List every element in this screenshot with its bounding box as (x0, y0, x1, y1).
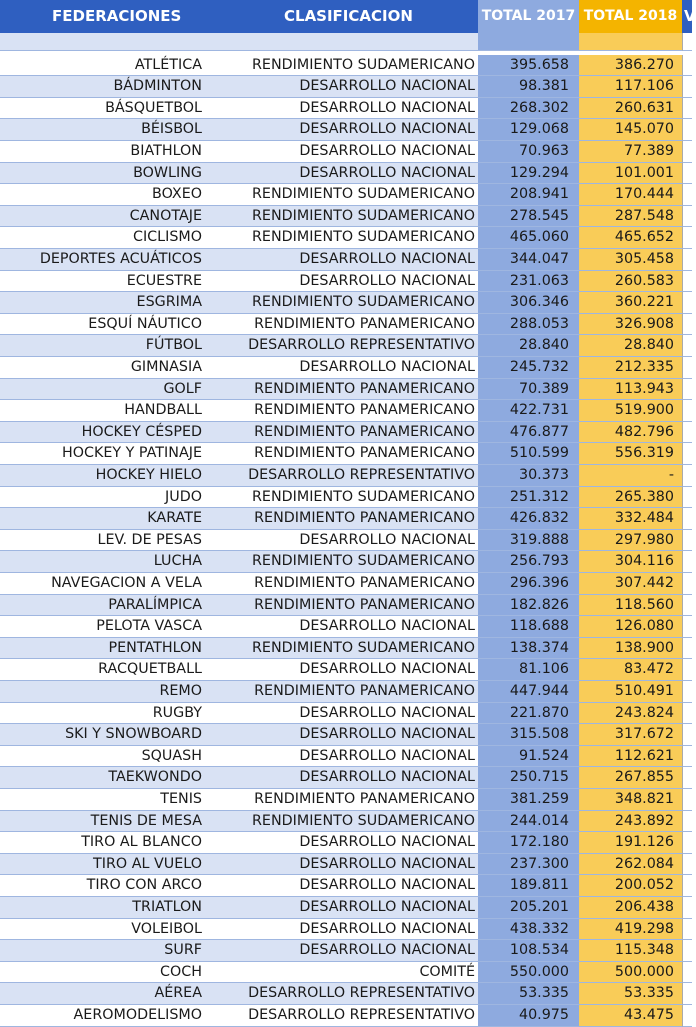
cell-total-2018[interactable]: 510.491 (579, 681, 682, 703)
cell-federacion[interactable]: PENTATHLON (0, 638, 206, 660)
cell-federacion[interactable]: NAVEGACION A VELA (0, 573, 206, 595)
table-row (0, 530, 692, 552)
cell-next-column[interactable] (682, 55, 692, 77)
cell-clasificacion[interactable]: DESARROLLO REPRESENTATIVO (206, 983, 478, 1005)
table-row (0, 573, 692, 595)
cell-federacion[interactable]: REMO (0, 681, 206, 703)
cell-total-2018[interactable] (579, 33, 682, 51)
cell-federacion[interactable]: BÁSQUETBOL (0, 98, 206, 120)
table-row (0, 854, 692, 876)
cell-total-2017[interactable]: 550.000 (478, 962, 579, 984)
table-row (0, 897, 692, 919)
cell-total-2018[interactable]: 305.458 (579, 249, 682, 271)
cell-next-column[interactable] (682, 659, 692, 681)
cell-federacion[interactable]: RACQUETBALL (0, 659, 206, 681)
cell-federacion[interactable]: CICLISMO (0, 227, 206, 249)
cell-next-column[interactable] (682, 271, 692, 293)
cell-clasificacion[interactable]: RENDIMIENTO SUDAMERICANO (206, 638, 478, 660)
cell-federacion[interactable]: BOXEO (0, 184, 206, 206)
cell-total-2017[interactable]: 319.888 (478, 530, 579, 552)
cell-total-2018[interactable]: 297.980 (579, 530, 682, 552)
cell-next-column[interactable] (682, 292, 692, 314)
cell-federacion[interactable]: TAEKWONDO (0, 767, 206, 789)
table-row (0, 163, 692, 185)
cell-total-2017[interactable]: 221.870 (478, 703, 579, 725)
cell-next-column[interactable] (682, 681, 692, 703)
cell-next-column[interactable] (682, 789, 692, 811)
cell-next-column[interactable] (682, 962, 692, 984)
cell-total-2017[interactable]: 91.524 (478, 746, 579, 768)
cell-clasificacion[interactable]: RENDIMIENTO PANAMERICANO (206, 314, 478, 336)
cell-total-2018[interactable]: 556.319 (579, 443, 682, 465)
cell-federacion[interactable]: TIRO AL BLANCO (0, 832, 206, 854)
cell-clasificacion[interactable]: DESARROLLO NACIONAL (206, 357, 478, 379)
cell-next-column[interactable] (682, 119, 692, 141)
cell-total-2017[interactable]: 28.840 (478, 335, 579, 357)
cell-federacion[interactable]: SKI Y SNOWBOARD (0, 724, 206, 746)
cell-total-2018[interactable]: 260.631 (579, 98, 682, 120)
cell-next-column[interactable] (682, 1005, 692, 1027)
cell-federacion[interactable]: HANDBALL (0, 400, 206, 422)
cell-clasificacion[interactable]: DESARROLLO REPRESENTATIVO (206, 1005, 478, 1027)
table-row (0, 746, 692, 768)
table-row (0, 703, 692, 725)
cell-next-column[interactable] (682, 767, 692, 789)
cell-federacion[interactable]: PELOTA VASCA (0, 616, 206, 638)
cell-clasificacion[interactable]: RENDIMIENTO PANAMERICANO (206, 400, 478, 422)
cell-total-2017[interactable]: 251.312 (478, 487, 579, 509)
table-row (0, 379, 692, 401)
cell-clasificacion[interactable]: COMITÉ (206, 962, 478, 984)
table-row (0, 119, 692, 141)
cell-total-2018[interactable]: 500.000 (579, 962, 682, 984)
cell-total-2017[interactable]: 381.259 (478, 789, 579, 811)
cell-total-2018[interactable]: 77.389 (579, 141, 682, 163)
table-row (0, 357, 692, 379)
cell-total-2018[interactable]: 200.052 (579, 875, 682, 897)
cell-total-2017[interactable]: 426.832 (478, 508, 579, 530)
cell-total-2017[interactable]: 231.063 (478, 271, 579, 293)
cell-next-column[interactable] (682, 227, 692, 249)
cell-next-column[interactable] (682, 746, 692, 768)
cell-total-2018[interactable]: 145.070 (579, 119, 682, 141)
table-row (0, 206, 692, 228)
cell-total-2018[interactable]: 191.126 (579, 832, 682, 854)
cell-total-2017[interactable]: 205.201 (478, 897, 579, 919)
cell-next-column[interactable] (682, 465, 692, 487)
cell-federacion[interactable]: ESQUÍ NÁUTICO (0, 314, 206, 336)
cell-clasificacion[interactable]: RENDIMIENTO SUDAMERICANO (206, 227, 478, 249)
table-row (0, 465, 692, 487)
table-row (0, 962, 692, 984)
cell-next-column[interactable] (682, 76, 692, 98)
cell-total-2017[interactable]: 256.793 (478, 551, 579, 573)
table-row (0, 335, 692, 357)
cell-clasificacion[interactable]: DESARROLLO NACIONAL (206, 854, 478, 876)
cell-total-2017[interactable]: 447.944 (478, 681, 579, 703)
cell-federacion[interactable]: ATLÉTICA (0, 55, 206, 77)
table-row (0, 141, 692, 163)
cell-total-2017[interactable]: 30.373 (478, 465, 579, 487)
cell-next-column[interactable] (682, 314, 692, 336)
table-row (0, 227, 692, 249)
cell-clasificacion[interactable]: DESARROLLO NACIONAL (206, 832, 478, 854)
cell-clasificacion[interactable]: DESARROLLO NACIONAL (206, 119, 478, 141)
cell-total-2017[interactable]: 129.068 (478, 119, 579, 141)
cell-federacion[interactable]: HOCKEY Y PATINAJE (0, 443, 206, 465)
cell-federacion[interactable]: TIRO AL VUELO (0, 854, 206, 876)
cell-federacion[interactable]: GOLF (0, 379, 206, 401)
cell-total-2017[interactable]: 237.300 (478, 854, 579, 876)
table-row (0, 184, 692, 206)
table-row (0, 983, 692, 1005)
cell-clasificacion[interactable]: RENDIMIENTO SUDAMERICANO (206, 551, 478, 573)
cell-clasificacion[interactable]: DESARROLLO NACIONAL (206, 659, 478, 681)
cell-clasificacion[interactable]: RENDIMIENTO SUDAMERICANO (206, 292, 478, 314)
cell-total-2017[interactable]: 288.053 (478, 314, 579, 336)
cell-total-2018[interactable]: 307.442 (579, 573, 682, 595)
cell-total-2018[interactable]: 386.270 (579, 55, 682, 77)
cell-next-column[interactable] (682, 595, 692, 617)
cell-next-column[interactable] (682, 400, 692, 422)
cell-total-2018[interactable]: 118.560 (579, 595, 682, 617)
cell-federacion[interactable]: TENIS DE MESA (0, 811, 206, 833)
cell-federacion[interactable]: COCH (0, 962, 206, 984)
cell-next-column[interactable] (682, 163, 692, 185)
cell-total-2018[interactable]: 138.900 (579, 638, 682, 660)
cell-total-2017[interactable]: 70.963 (478, 141, 579, 163)
cell-total-2017[interactable]: 182.826 (478, 595, 579, 617)
cell-clasificacion[interactable]: DESARROLLO REPRESENTATIVO (206, 465, 478, 487)
cell-clasificacion[interactable]: RENDIMIENTO PANAMERICANO (206, 422, 478, 444)
cell-clasificacion[interactable]: DESARROLLO NACIONAL (206, 141, 478, 163)
table-row (0, 443, 692, 465)
cell-total-2018[interactable]: 360.221 (579, 292, 682, 314)
table-row (0, 595, 692, 617)
cell-federacion[interactable]: AEROMODELISMO (0, 1005, 206, 1027)
table-row (0, 1005, 692, 1027)
cell-clasificacion[interactable]: DESARROLLO NACIONAL (206, 271, 478, 293)
table-row (0, 638, 692, 660)
cell-federacion[interactable]: LUCHA (0, 551, 206, 573)
cell-next-column[interactable] (682, 940, 692, 962)
cell-total-2017[interactable]: 344.047 (478, 249, 579, 271)
table-row (0, 292, 692, 314)
cell-total-2018[interactable]: - (579, 465, 682, 487)
cell-clasificacion[interactable]: RENDIMIENTO SUDAMERICANO (206, 487, 478, 509)
table-row (0, 98, 692, 120)
table-row (0, 400, 692, 422)
cell-federacion[interactable]: BIATHLON (0, 141, 206, 163)
cell-federacion[interactable]: VOLEIBOL (0, 919, 206, 941)
table-row (0, 875, 692, 897)
cell-federacion[interactable]: HOCKEY HIELO (0, 465, 206, 487)
cell-total-2017[interactable]: 244.014 (478, 811, 579, 833)
table-row (0, 724, 692, 746)
cell-federacion[interactable] (0, 33, 206, 51)
cell-total-2017[interactable]: 118.688 (478, 616, 579, 638)
cell-total-2018[interactable]: 101.001 (579, 163, 682, 185)
header-federaciones[interactable]: FEDERACIONES (0, 0, 206, 33)
cell-total-2017[interactable]: 98.381 (478, 76, 579, 98)
cell-clasificacion[interactable]: RENDIMIENTO PANAMERICANO (206, 573, 478, 595)
cell-next-column[interactable] (682, 335, 692, 357)
cell-clasificacion[interactable]: RENDIMIENTO PANAMERICANO (206, 595, 478, 617)
cell-total-2017[interactable]: 172.180 (478, 832, 579, 854)
cell-federacion[interactable]: ECUESTRE (0, 271, 206, 293)
cell-federacion[interactable]: DEPORTES ACUÁTICOS (0, 249, 206, 271)
cell-clasificacion[interactable]: DESARROLLO NACIONAL (206, 897, 478, 919)
cell-total-2017[interactable]: 315.508 (478, 724, 579, 746)
table-row (0, 76, 692, 98)
table-row (0, 551, 692, 573)
cell-clasificacion[interactable]: DESARROLLO NACIONAL (206, 249, 478, 271)
cell-total-2018[interactable]: 113.943 (579, 379, 682, 401)
cell-federacion[interactable]: KARATE (0, 508, 206, 530)
table-row (0, 659, 692, 681)
cell-next-column[interactable] (682, 530, 692, 552)
cell-next-column[interactable] (682, 141, 692, 163)
cell-federacion[interactable]: JUDO (0, 487, 206, 509)
cell-clasificacion[interactable]: RENDIMIENTO SUDAMERICANO (206, 206, 478, 228)
cell-total-2017[interactable]: 250.715 (478, 767, 579, 789)
cell-next-column[interactable] (682, 897, 692, 919)
cell-clasificacion[interactable]: DESARROLLO NACIONAL (206, 767, 478, 789)
cell-next-column[interactable] (682, 33, 692, 51)
cell-total-2018[interactable]: 267.855 (579, 767, 682, 789)
cell-total-2017[interactable] (478, 33, 579, 51)
cell-next-column[interactable] (682, 573, 692, 595)
cell-total-2018[interactable]: 43.475 (579, 1005, 682, 1027)
cell-total-2018[interactable]: 265.380 (579, 487, 682, 509)
cell-federacion[interactable]: AÉREA (0, 983, 206, 1005)
cell-clasificacion[interactable]: RENDIMIENTO PANAMERICANO (206, 789, 478, 811)
cell-total-2018[interactable]: 28.840 (579, 335, 682, 357)
cell-total-2018[interactable]: 170.444 (579, 184, 682, 206)
cell-clasificacion[interactable]: DESARROLLO NACIONAL (206, 703, 478, 725)
cell-total-2018[interactable]: 112.621 (579, 746, 682, 768)
cell-clasificacion[interactable]: RENDIMIENTO SUDAMERICANO (206, 811, 478, 833)
cell-next-column[interactable] (682, 616, 692, 638)
cell-federacion[interactable]: SURF (0, 940, 206, 962)
cell-total-2018[interactable]: 260.583 (579, 271, 682, 293)
table-row (0, 487, 692, 509)
cell-federacion[interactable]: GIMNASIA (0, 357, 206, 379)
table-row (0, 422, 692, 444)
cell-clasificacion[interactable]: DESARROLLO NACIONAL (206, 76, 478, 98)
cell-next-column[interactable] (682, 724, 692, 746)
table-row (0, 811, 692, 833)
cell-total-2017[interactable]: 129.294 (478, 163, 579, 185)
cell-total-2017[interactable]: 465.060 (478, 227, 579, 249)
cell-total-2017[interactable]: 476.877 (478, 422, 579, 444)
cell-next-column[interactable] (682, 983, 692, 1005)
cell-next-column[interactable] (682, 638, 692, 660)
cell-total-2018[interactable]: 304.116 (579, 551, 682, 573)
header-total-2017[interactable]: TOTAL 2017 (478, 0, 579, 33)
cell-next-column[interactable] (682, 184, 692, 206)
cell-next-column[interactable] (682, 98, 692, 120)
cell-total-2018[interactable]: 332.484 (579, 508, 682, 530)
table-row (0, 767, 692, 789)
cell-total-2017[interactable]: 108.534 (478, 940, 579, 962)
cell-next-column[interactable] (682, 508, 692, 530)
cell-next-column[interactable] (682, 206, 692, 228)
table-row (0, 919, 692, 941)
cell-clasificacion[interactable]: DESARROLLO NACIONAL (206, 919, 478, 941)
cell-total-2017[interactable]: 306.346 (478, 292, 579, 314)
cell-clasificacion[interactable]: RENDIMIENTO SUDAMERICANO (206, 55, 478, 77)
cell-clasificacion[interactable]: RENDIMIENTO PANAMERICANO (206, 681, 478, 703)
cell-total-2018[interactable]: 212.335 (579, 357, 682, 379)
cell-total-2018[interactable]: 117.106 (579, 76, 682, 98)
cell-next-column[interactable] (682, 811, 692, 833)
cell-total-2017[interactable]: 510.599 (478, 443, 579, 465)
cell-total-2018[interactable]: 348.821 (579, 789, 682, 811)
table-row (0, 508, 692, 530)
cell-total-2018[interactable]: 243.892 (579, 811, 682, 833)
cell-federacion[interactable]: BÉISBOL (0, 119, 206, 141)
cell-clasificacion[interactable]: DESARROLLO NACIONAL (206, 940, 478, 962)
cell-federacion[interactable]: FÚTBOL (0, 335, 206, 357)
cell-clasificacion[interactable]: DESARROLLO NACIONAL (206, 724, 478, 746)
cell-total-2017[interactable]: 438.332 (478, 919, 579, 941)
cell-total-2018[interactable]: 287.548 (579, 206, 682, 228)
cell-clasificacion[interactable]: RENDIMIENTO SUDAMERICANO (206, 184, 478, 206)
cell-next-column[interactable] (682, 422, 692, 444)
cell-federacion[interactable]: TRIATLON (0, 897, 206, 919)
cell-clasificacion[interactable]: RENDIMIENTO PANAMERICANO (206, 443, 478, 465)
cell-next-column[interactable] (682, 832, 692, 854)
cell-total-2018[interactable]: 419.298 (579, 919, 682, 941)
cell-total-2017[interactable]: 268.302 (478, 98, 579, 120)
cell-total-2018[interactable]: 482.796 (579, 422, 682, 444)
header-clasificacion[interactable]: CLASIFICACION (206, 0, 478, 33)
cell-next-column[interactable] (682, 703, 692, 725)
cell-federacion[interactable]: PARALÍMPICA (0, 595, 206, 617)
cell-next-column[interactable] (682, 249, 692, 271)
cell-federacion[interactable]: BÁDMINTON (0, 76, 206, 98)
cell-clasificacion[interactable]: DESARROLLO NACIONAL (206, 616, 478, 638)
cell-total-2017[interactable]: 53.335 (478, 983, 579, 1005)
cell-clasificacion[interactable]: DESARROLLO NACIONAL (206, 875, 478, 897)
cell-total-2018[interactable]: 326.908 (579, 314, 682, 336)
cell-total-2017[interactable]: 296.396 (478, 573, 579, 595)
cell-total-2017[interactable]: 138.374 (478, 638, 579, 660)
cell-federacion[interactable]: CANOTAJE (0, 206, 206, 228)
cell-total-2018[interactable]: 83.472 (579, 659, 682, 681)
cell-total-2018[interactable]: 243.824 (579, 703, 682, 725)
header-total-2018[interactable]: TOTAL 2018 (579, 0, 682, 33)
cell-total-2018[interactable]: 126.080 (579, 616, 682, 638)
table-row (0, 314, 692, 336)
cell-total-2017[interactable]: 70.389 (478, 379, 579, 401)
cell-clasificacion[interactable]: RENDIMIENTO PANAMERICANO (206, 379, 478, 401)
cell-total-2018[interactable]: 519.900 (579, 400, 682, 422)
table-row (0, 789, 692, 811)
table-row (0, 616, 692, 638)
cell-total-2017[interactable]: 422.731 (478, 400, 579, 422)
header-next-column[interactable]: V (682, 0, 692, 33)
cell-clasificacion[interactable]: DESARROLLO NACIONAL (206, 746, 478, 768)
cell-federacion[interactable]: TIRO CON ARCO (0, 875, 206, 897)
table-row (0, 33, 692, 51)
table-row (0, 940, 692, 962)
cell-clasificacion[interactable] (206, 33, 478, 51)
cell-total-2018[interactable]: 206.438 (579, 897, 682, 919)
table-row (0, 681, 692, 703)
cell-next-column[interactable] (682, 919, 692, 941)
cell-total-2017[interactable]: 245.732 (478, 357, 579, 379)
cell-total-2018[interactable]: 53.335 (579, 983, 682, 1005)
cell-clasificacion[interactable]: DESARROLLO NACIONAL (206, 98, 478, 120)
cell-total-2017[interactable]: 278.545 (478, 206, 579, 228)
cell-next-column[interactable] (682, 854, 692, 876)
table-row (0, 249, 692, 271)
cell-federacion[interactable]: ESGRIMA (0, 292, 206, 314)
cell-federacion[interactable]: RUGBY (0, 703, 206, 725)
cell-next-column[interactable] (682, 487, 692, 509)
cell-next-column[interactable] (682, 551, 692, 573)
cell-next-column[interactable] (682, 443, 692, 465)
cell-federacion[interactable]: BOWLING (0, 163, 206, 185)
cell-total-2017[interactable]: 208.941 (478, 184, 579, 206)
cell-total-2018[interactable]: 115.348 (579, 940, 682, 962)
cell-next-column[interactable] (682, 379, 692, 401)
cell-clasificacion[interactable]: DESARROLLO REPRESENTATIVO (206, 335, 478, 357)
cell-federacion[interactable]: TENIS (0, 789, 206, 811)
cell-total-2017[interactable]: 40.975 (478, 1005, 579, 1027)
table-row (0, 271, 692, 293)
cell-clasificacion[interactable]: DESARROLLO NACIONAL (206, 163, 478, 185)
cell-total-2017[interactable]: 395.658 (478, 55, 579, 77)
cell-federacion[interactable]: LEV. DE PESAS (0, 530, 206, 552)
cell-clasificacion[interactable]: RENDIMIENTO PANAMERICANO (206, 508, 478, 530)
cell-federacion[interactable]: HOCKEY CÉSPED (0, 422, 206, 444)
cell-total-2018[interactable]: 465.652 (579, 227, 682, 249)
cell-total-2017[interactable]: 81.106 (478, 659, 579, 681)
table-row (0, 832, 692, 854)
cell-next-column[interactable] (682, 357, 692, 379)
cell-clasificacion[interactable]: DESARROLLO NACIONAL (206, 530, 478, 552)
table-row (0, 55, 692, 77)
cell-total-2018[interactable]: 262.084 (579, 854, 682, 876)
cell-next-column[interactable] (682, 875, 692, 897)
cell-federacion[interactable]: SQUASH (0, 746, 206, 768)
cell-total-2017[interactable]: 189.811 (478, 875, 579, 897)
cell-total-2018[interactable]: 317.672 (579, 724, 682, 746)
